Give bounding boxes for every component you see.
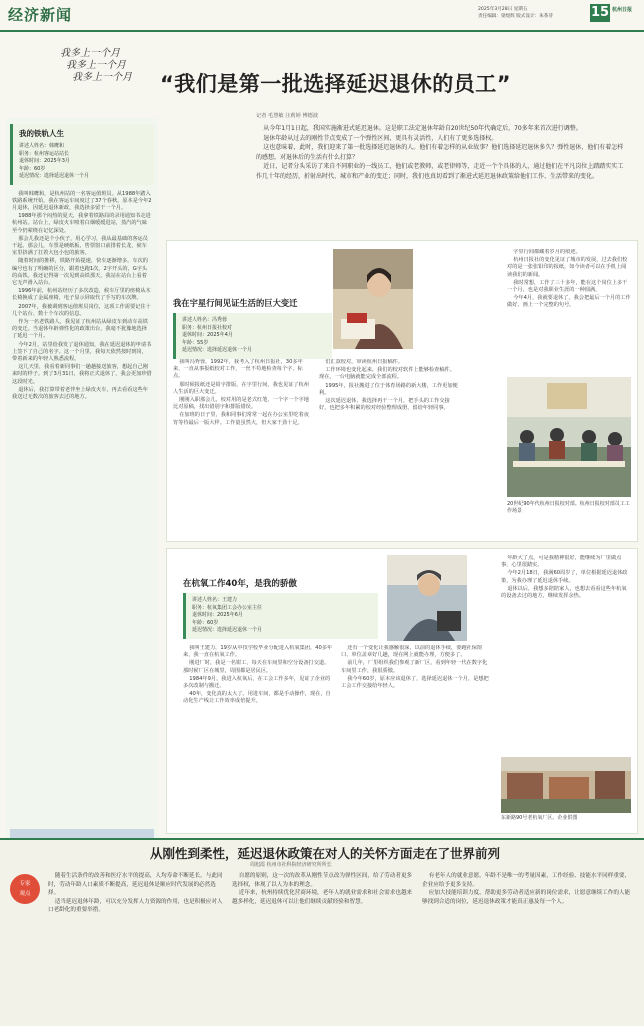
info-line: 退休时间：2025年4月 [182, 332, 233, 338]
info-line: 职务：杭州日报社校对 [182, 324, 233, 331]
body-paragraph: 适当延迟退休年龄，可以充分发挥人力资源的作用，也是积极应对人口老龄化的重要举措。 [48, 898, 223, 914]
portrait-photo [387, 555, 467, 641]
badge-line: 专家 [19, 881, 31, 887]
lead-paragraph: 从今年1月1日起，我国实施渐进式延迟退休。这是职工法定退休年龄自20世纪50年代确定后，70多年来首次进行调整。 [263, 125, 582, 132]
bottom-column-1 [48, 872, 224, 1018]
body-paragraph: 那会儿我还是个小伙子，用心学习，我从最基础的客运员干起。那会儿，车票是硬纸板，售票窗口前排着长龙，候车室里挤满了扛着大包小包的旅客。 [12, 235, 148, 257]
portrait-photo [333, 249, 413, 349]
story-wang [166, 548, 638, 834]
portrait-illustration [387, 555, 467, 641]
info-line: 延迟情况：选择延迟退休一个月 [182, 347, 253, 353]
body-paragraph: 刚进厂时，我是一名钳工，每天在车间里和空分设备打交道。那时候厂区在城里，周围都是居民区。 [183, 660, 330, 674]
profile-info [183, 593, 378, 639]
body-paragraph: 年龄大了点，可是我精神很好，能继续为厂里做点事，心里很踏实。 [501, 555, 622, 569]
body-paragraph: 1995年，报社搬进了位于体育场路的新大楼，工作更加便利。 [319, 382, 458, 396]
story-column-1 [183, 645, 333, 825]
body-paragraph: 前几年，厂里组织我们参观了新厂区，看到年轻一代在数字化车间里工作，我很骄傲。 [341, 660, 488, 674]
body-paragraph: 我叫韩鹰和，是杭州站的一名客运值班员。从1988年踏入铁路系统开始，我在客运车间度过了37个春秋。原本是今年2月退休，因延迟退休新政，我选择多留干一个月。 [12, 190, 152, 211]
header-meta [478, 6, 586, 20]
story-title: 我在宇星行间见证生活的巨大变迁 [173, 298, 298, 308]
deco-line: 我多上一个月 [72, 72, 132, 83]
title-block [183, 577, 383, 593]
photo-caption: 东新路90号老杭氧厂区。企业供图 [501, 815, 578, 821]
bottom-byline: 周旭霞 杭州市社科院经济研究所所长 [250, 862, 332, 868]
info-line: 延迟情况：选择延迟退休一个月 [192, 627, 263, 633]
info-line: 退休时间：2025年3月 [19, 158, 70, 164]
story-column-3 [507, 249, 631, 369]
body-paragraph: 今年4月，我就要退休了，我会把最后一个月的工作做好，画上一个完整的句号。 [507, 295, 631, 309]
profile-info [19, 143, 148, 181]
body-paragraph: 1988年那个闷热的夏天，我拿着铁路局的录用通知书走进杭州站。站台上，绿皮火车喷着白烟缓缓进站，蒸汽的气味至今仍萦绕在记忆深处。 [12, 213, 151, 234]
bottom-column-2 [232, 872, 414, 1018]
body-paragraph: 2007年，我被调到客运值班员岗位，这项工作需要记住十几个站台、数十个车次的信息。 [12, 303, 151, 317]
body-paragraph: 退休后，我打算带着老伴坐上绿皮火车，再去看看这些年我送过无数次的旅客去过的地方。 [12, 386, 148, 400]
lead-paragraph: 近日，记者分头采访了来自不同职业的一线员工，他们或老教师，或老律师等，走近一个个具体的人，通过他们在平凡岗位上踏踏实实工作几十年的经历，折射出时代、城市和产业的变迁；同时，我们也真切看到了渐进式延迟退休政策给他们工作、生活带来的变化。 [256, 163, 624, 180]
lead-paragraph: 这也意味着，此时，我们迎来了第一批选择延迟退休的人。他们有着怎样的从业故事？他们选择延迟退休多久？弹性退休，他们有着怎样的感想，对退休后的生活有什么打算？ [256, 144, 624, 161]
body-paragraph: 近年来，杭州持续优化营商环境，老年人的就业需求和社会需求也越来越多样化，延迟退休可以让他们继续贡献经验和智慧。 [232, 890, 413, 905]
body-paragraph: 1984年9月，我进入杭氧后，在工会工作多年，见证了企业的多次改制与搬迁。 [183, 675, 331, 690]
body-paragraph: 应加大技能培训力度，帮助更多劳动者适应新的岗位需求，让愿意继续工作的人能够找到合适的岗位，延迟退休政策才能真正惠及每一个人。 [422, 890, 631, 905]
body-paragraph: 作为一名老铁路人，我见证了杭州站从绿皮车到动车高铁的变迁。当退休年龄弹性化的政策出台，我毫不犹豫地选择了延迟一个月。 [12, 318, 148, 340]
body-paragraph: 杭州日报社的变化见证了城市的发展，过去我们校对的是一张张铅印的报纸，如今读者可以在手机上阅读我们的新闻。 [507, 257, 628, 278]
title-block [173, 297, 329, 313]
lead-paragraph: 退休年龄从过去的刚性节点变成了一个弹性区间，更具有灵活性，人们有了更多选择权。 [263, 134, 498, 142]
factory-illustration [501, 757, 631, 813]
badge-line: 观点 [19, 891, 31, 897]
body-paragraph: 还有一个变化让我感触很深，以前的退休手续，要跑社保窗口、单位盖章好几趟，现在网上就能办理，方便多了。 [341, 645, 483, 659]
expert-badge [10, 874, 40, 904]
body-paragraph: 在加班的日子里，我和同事们常常一起在办公室里吃着夜宵等待最后一版大样。工作量虽然大，但大家干劲十足。 [173, 412, 309, 426]
page-number: 15 [590, 5, 610, 20]
deco-line: 我多上一个月 [60, 48, 120, 59]
profile-info [173, 313, 332, 359]
story-column-2 [319, 359, 459, 533]
story-column-2 [341, 645, 491, 825]
paper-name: 杭州日报 [612, 7, 633, 13]
body-paragraph: 随着生活条件的改善和医疗水平的提高，人均寿命不断延长，与此同时，劳动年龄人口素质不断提高，延迟退休是顺应时代发展的必然选择。 [48, 873, 223, 897]
body-paragraph: 我叫王建力，19岁从中技学校毕业分配进入杭氧集团，40多年来，我一直在杭氧工作。 [183, 645, 333, 659]
deco-line: 我多上一个月 [66, 60, 126, 71]
photo-caption: 20世纪90年代杭州日报校对部。杭州日报校对部员工工作场景 [507, 501, 630, 514]
profile-box [10, 124, 154, 185]
office-illustration [507, 377, 631, 497]
info-line: 职务：杭氧集团工会办公室主任 [192, 604, 263, 611]
factory-photo [501, 757, 631, 813]
story-body [6, 185, 158, 823]
body-paragraph: 1996年前，杭州站经历了多次改造，候车厅里的座椅从木长椅换成了金属座椅，电子显示屏取代了手写的车次牌。 [12, 288, 151, 302]
story-column-1 [173, 359, 313, 533]
portrait-illustration [333, 249, 413, 349]
info-line: 讲述人姓名：冯秀蓉 [182, 317, 228, 323]
section-title: 经济新闻 [8, 6, 73, 24]
story-column-3 [501, 555, 631, 755]
body-paragraph: 退休以后，我想多陪陪家人，也想去看看这些年杭氧的设备去过的地方，继续发挥余热。 [501, 585, 627, 600]
bottom-column-3 [422, 872, 634, 1018]
info-line: 讲述人姓名：韩鹰和 [19, 143, 65, 149]
body-paragraph: 工作环境也变化起来，我们的校对软件上能够检查稿件。现在，一台电脑就能完成全部流程。 [319, 367, 455, 381]
info-line: 讲述人姓名：王建力 [192, 597, 238, 603]
story-title: 在杭氧工作40年，是我的骄傲 [183, 579, 297, 589]
body-paragraph: 自愿的原则，这一次的改革从刚性节点改为弹性区间，给了劳动者更多选择权，体现了以人为本的理念。 [232, 873, 413, 888]
body-paragraph: 刚刚入职那会儿，校对用的是老式红笔，一个字一个字地比对原稿，找出错别字和排版错误。 [173, 397, 309, 411]
body-paragraph: 那时候报纸还是铅字排版，在字里行间，我也见证了杭州人生活的巨大变迁。 [173, 381, 309, 395]
byline: 记者 毛慧敏 汪莉婷 傅德波 [256, 113, 319, 119]
info-line: 年龄：55岁 [182, 339, 209, 346]
body-paragraph: 随着时间的推移，铁路开始提速，快车逐渐增多。车次的编号也有了明确的区分，跟着也跑1次，2字开头的，G字头的高铁。我还记得第一次见到高铁那天，我站在站台上看着它无声滑入站台。 [12, 258, 148, 286]
office-photo [507, 377, 631, 497]
info-line: 年龄：60岁 [19, 165, 46, 172]
body-paragraph: 们汇款校对，审读杭州日报稿件。 [325, 359, 404, 365]
body-paragraph: 我时常想，工作了三十多年，能在这个岗位上多干一个月，也是对我职业生涯的一种圆满。 [507, 279, 628, 294]
info-line: 延迟情况：选择延迟退休一个月 [19, 173, 90, 179]
body-paragraph: 这几天里，我看着新同事们一趟趟接送旅客，想起自己刚来时的样子。到了3月31日，我将正式退休了，我会更加珍惜这段时光。 [12, 364, 152, 385]
body-paragraph: 今年2月，站里给我发了退休通知，我在延迟退休的申请书上签下了自己的名字。这一个月里，我每天依然按时到岗，带着新来的年轻人熟悉流程。 [12, 341, 152, 362]
body-paragraph: 我今年60岁，原本应该退休了，选择延迟退休一个月，是想把工会工作交接给年轻人。 [341, 675, 489, 690]
story-title: 我的铁轨人生 [19, 129, 64, 138]
body-paragraph: 今年2月18日，我满60周岁了，单位根据延迟退休政策，为我办理了延迟退休手续。 [501, 570, 628, 584]
body-paragraph: 字里行间都藏着岁月的痕迹。 [513, 249, 581, 255]
body-paragraph: 我叫冯秀蓉，1992年，我考入了杭州日报社，30多年来，一直从事报纸校对工作，一丝不苟地检查每个字、标点。 [173, 359, 303, 380]
body-paragraph: 这次延迟退休，我选择再干一个月，把手头的工作交接好，也把多年积累的校对经验整理成册，留给年轻同事。 [319, 398, 450, 412]
headline: “我们是第一批选择延迟退休的员工” [160, 72, 512, 96]
story-feng [166, 240, 638, 542]
decorative-lines [60, 48, 132, 84]
body-paragraph: 40年，变化真的太大了。用进车间，都是手动操作，现在，自动化生产线让工作效率成倍提升。 [183, 691, 331, 705]
issue-date: 2025年3月28日 星期五 [478, 7, 528, 12]
body-paragraph: 有老年人的就业意愿，年龄不是唯一的考量因素，工作经验、技能水平同样重要，企业应给予更多支持。 [422, 873, 631, 888]
editor-credits: 责任编辑：梁煜辉 版式设计：朱茶芽 [478, 14, 553, 19]
bottom-title: 从刚性到柔性，延迟退休政策在对人的关怀方面走在了世界前列 [150, 846, 501, 861]
info-line: 退休时间：2025年6月 [192, 612, 243, 618]
info-line: 年龄：60岁 [192, 619, 219, 626]
info-line: 职务：杭州客运站站长 [19, 150, 70, 157]
lead-text [256, 124, 628, 181]
